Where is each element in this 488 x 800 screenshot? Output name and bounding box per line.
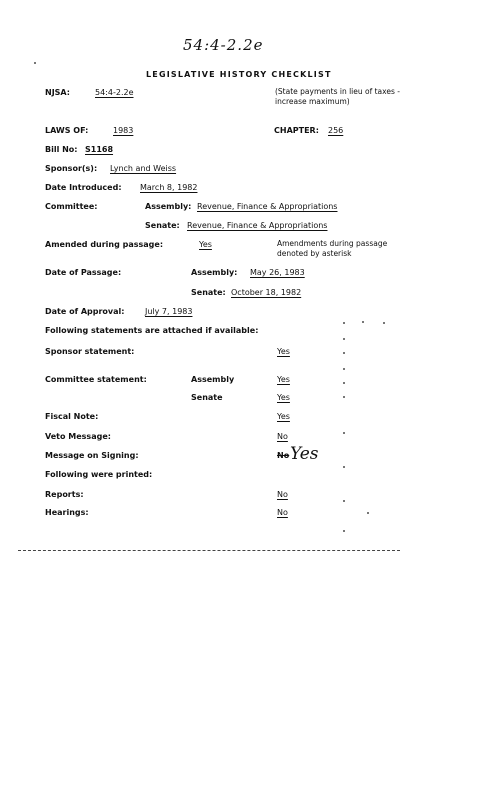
passage-assembly-value: May 26, 1983 (250, 268, 305, 277)
date-introduced-label: Date Introduced: (45, 183, 122, 192)
committee-statement-assembly-value: Yes (277, 375, 290, 384)
committee-assembly-value: Revenue, Finance & Appropriations (197, 202, 338, 211)
message-on-signing-label: Message on Signing: (45, 451, 139, 460)
passage-senate-value: October 18, 1982 (231, 288, 302, 297)
laws-of-value: 1983 (113, 126, 134, 135)
committee-assembly-label: Assembly: (145, 202, 192, 211)
approval-label: Date of Approval: (45, 307, 125, 316)
amended-note: Amendments during passage denoted by asterisk (277, 239, 388, 258)
reports-label: Reports: (45, 490, 84, 499)
njsa-value: 54:4-2.2e (95, 88, 134, 97)
sponsors-label: Sponsor(s): (45, 164, 98, 173)
chapter-label: CHAPTER: (274, 126, 319, 135)
passage-senate-label: Senate: (191, 288, 226, 297)
printed-heading: Following were printed: (45, 470, 153, 479)
amended-label: Amended during passage: (45, 240, 164, 249)
sponsor-statement-label: Sponsor statement: (45, 347, 135, 356)
veto-message-label: Veto Message: (45, 432, 111, 441)
passage-assembly-label: Assembly: (191, 268, 238, 277)
sponsors-value: Lynch and Weiss (110, 164, 177, 173)
fiscal-note-label: Fiscal Note: (45, 412, 99, 421)
reports-value: No (277, 490, 288, 499)
committee-statement-label: Committee statement: (45, 375, 147, 384)
bill-no-value: S1168 (85, 145, 114, 154)
amended-value: Yes (199, 240, 212, 249)
passage-label: Date of Passage: (45, 268, 122, 277)
approval-value: July 7, 1983 (145, 307, 193, 316)
committee-statement-senate-label: Senate (191, 393, 223, 402)
handwritten-reference: 54:4-2.2e (183, 36, 264, 54)
committee-statement-assembly-label: Assembly (191, 375, 235, 384)
njsa-label: NJSA: (45, 88, 70, 97)
committee-label: Committee: (45, 202, 98, 211)
committee-senate-label: Senate: (145, 221, 180, 230)
message-on-signing-handwritten-value: Yes (290, 444, 319, 464)
fiscal-note-value: Yes (277, 412, 290, 421)
bill-no-label: Bill No: (45, 145, 78, 154)
hearings-label: Hearings: (45, 508, 89, 517)
page-title: LEGISLATIVE HISTORY CHECKLIST (146, 70, 332, 79)
committee-senate-value: Revenue, Finance & Appropriations (187, 221, 328, 230)
njsa-description: (State payments in lieu of taxes - increase maximum) (275, 87, 400, 106)
laws-of-label: LAWS OF: (45, 126, 89, 135)
attached-heading: Following statements are attached if available: (45, 326, 259, 335)
date-introduced-value: March 8, 1982 (140, 183, 198, 192)
sponsor-statement-value: Yes (277, 347, 290, 356)
message-on-signing-struck-value: No (277, 451, 290, 460)
hearings-value: No (277, 508, 288, 517)
committee-statement-senate-value: Yes (277, 393, 290, 402)
bottom-dashed-rule (18, 550, 400, 551)
chapter-value: 256 (328, 126, 344, 135)
veto-message-value: No (277, 432, 288, 441)
